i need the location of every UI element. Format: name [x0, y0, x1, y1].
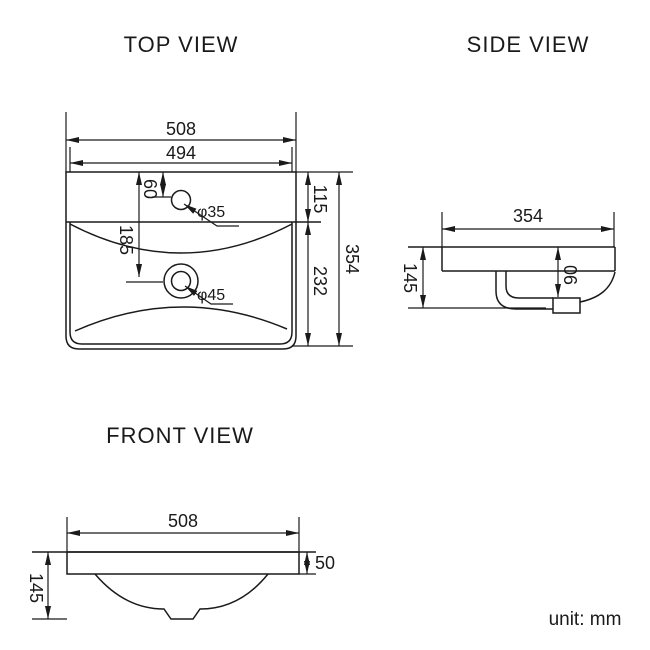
side-view-title: SIDE VIEW: [466, 32, 590, 57]
top-basin-front-curve: [70, 224, 292, 256]
front-view: [26, 511, 335, 619]
top-view-title: TOP VIEW: [123, 32, 239, 57]
side-bowl-right-curve: [580, 272, 615, 302]
front-bowl-curve: [95, 574, 268, 619]
side-drain-block: [553, 298, 580, 313]
dim-label-front-height: 145: [26, 572, 46, 604]
dim-label-top-width-inner: 494: [165, 143, 197, 163]
dim-label-side-height: 145: [400, 262, 420, 294]
dim-label-bowl-depth: 90: [561, 264, 581, 286]
top-view: [66, 112, 362, 349]
front-view-title: FRONT VIEW: [106, 423, 254, 448]
side-bowl-outer: [496, 271, 553, 309]
unit-note: unit: mm: [548, 609, 622, 630]
dim-label-faucet-dia: φ35: [197, 204, 226, 221]
dim-label-rim-thickness: 50: [315, 553, 336, 573]
dim-label-top-width-outer: 508: [165, 119, 197, 139]
dim-label-front-width: 508: [167, 511, 199, 531]
dim-label-faucet-offset: 60: [140, 178, 160, 200]
side-view: [400, 206, 615, 313]
side-bowl-inner: [506, 271, 553, 298]
front-rim-slab: [67, 552, 299, 574]
dim-label-deck-depth: 115: [310, 184, 330, 214]
top-inner-rim: [70, 222, 292, 344]
dim-label-drain-dia: φ45: [197, 287, 226, 304]
dim-label-drain-offset: 185: [116, 224, 136, 256]
dim-label-basin-depth: 232: [310, 265, 330, 297]
top-outer-outline: [66, 172, 296, 349]
top-basin-floor-curve: [75, 307, 287, 331]
dim-label-side-depth: 354: [512, 206, 544, 226]
dim-label-total-depth: 354: [342, 243, 362, 275]
drain-hole-outer: [164, 264, 198, 298]
